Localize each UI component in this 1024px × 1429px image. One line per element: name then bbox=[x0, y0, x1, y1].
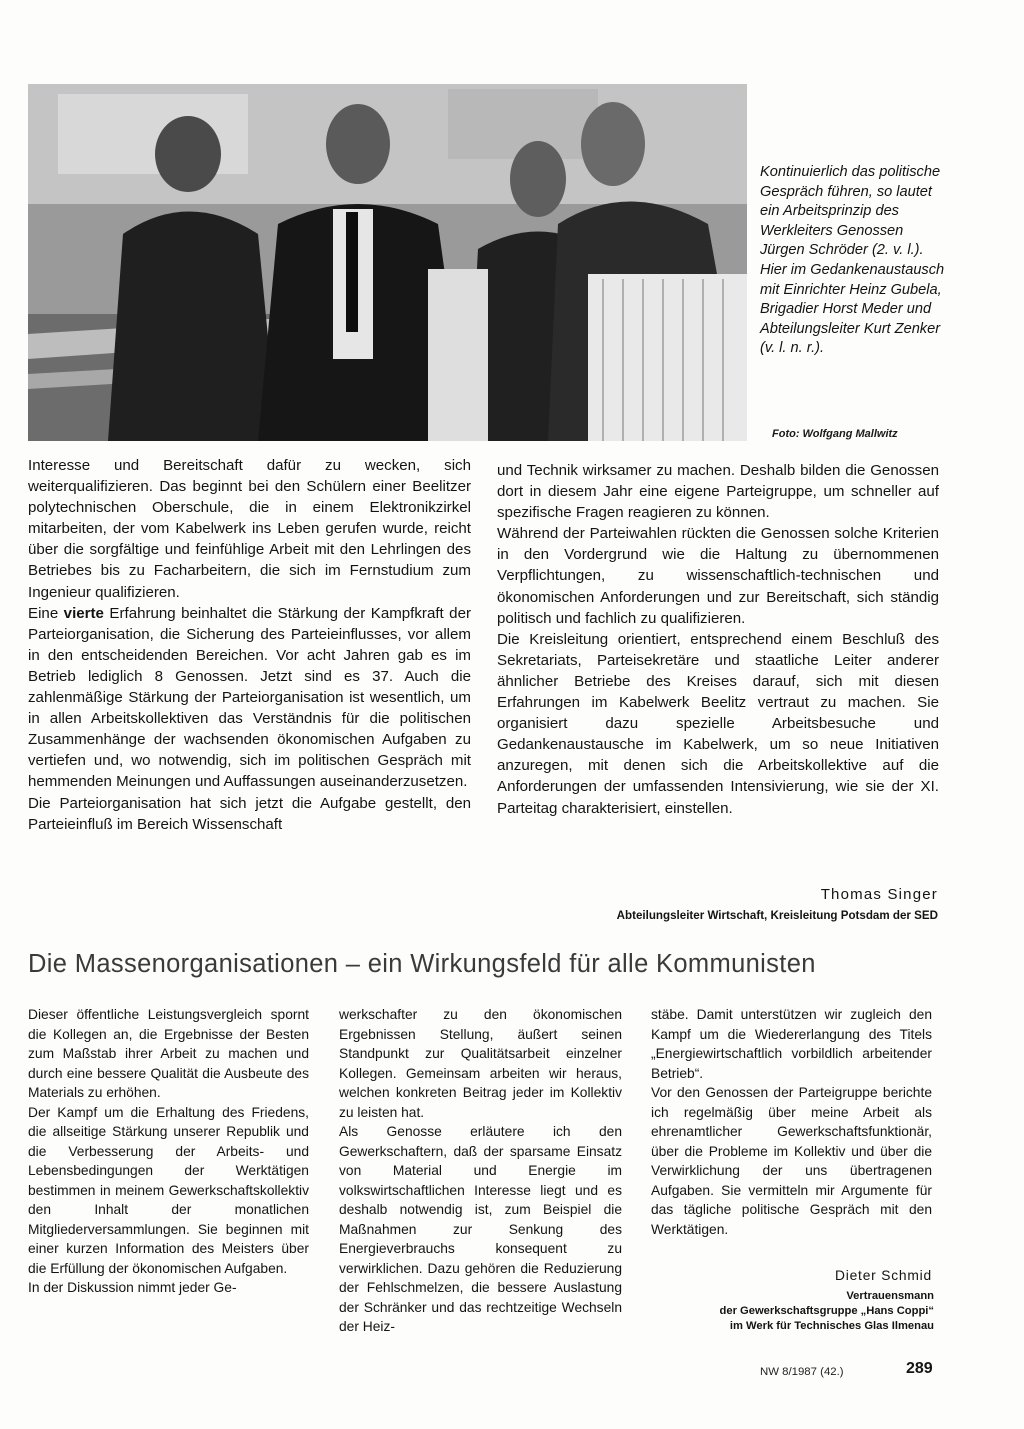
article2-column-1 bbox=[28, 1005, 309, 1298]
paragraph: Die Parteiorganisation hat sich jetzt die Aufgabe gestellt, den Parteieinfluß im Bereich Wissenschaft bbox=[28, 794, 471, 833]
page-number: 289 bbox=[906, 1360, 933, 1377]
photo-caption: Kontinuierlich das politische Gespräch führen, so lautet ein Arbeitsprinzip des Werkleiters Genossen Jürgen Schröder (2. v. l.). Hier im Gedankenaustausch mit Einrichter Heinz Gubela, Brigadier Horst Meder und Abteilungsleiter Kurt Zenker (v. l. n. r.). bbox=[760, 164, 945, 357]
article1-left-column bbox=[28, 455, 471, 835]
photo-credit: Foto: Wolfgang Mallwitz bbox=[772, 428, 898, 440]
paragraph: Vor den Genossen der Parteigruppe berichte ich regelmäßig über meine Arbeit als ehrenamtlicher Gewerkschaftsfunktionär, über die Probleme im Kollektiv und über die Verwirklichung der uns übertragenen Aufgaben. Sie vermitteln mir Argumente für das tägliche politische Gespräch mit den Werktätigen. bbox=[651, 1085, 932, 1237]
paragraph: werkschafter zu den ökonomischen Ergebnissen Stellung, äußert seinen Standpunkt zur Qualitätsarbeit einzelner Kollegen. Gemeinsam arbeiten wir heraus, welchen konkreten Beitrag jeder im Kollektiv zu leisten hat. bbox=[339, 1007, 622, 1120]
article-photo bbox=[28, 84, 747, 441]
article2-author-role bbox=[620, 1289, 934, 1334]
article2-headline: Die Massenorganisationen – ein Wirkungsfeld für alle Kommunisten bbox=[28, 950, 816, 978]
paragraph: Der Kampf um die Erhaltung des Friedens, die allseitige Stärkung unserer Republik und die Verbesserung der Arbeits- und Lebensbedingungen der Werktätigen bestimmen in meinem Gewerkschaftskollektiv den Inhalt der monatlichen Mitgliederversammlungen. Sie beginnen mit einer kurzen Information des Meisters über die Erfüllung der ökonomischen Aufgaben. bbox=[28, 1104, 309, 1276]
paragraph: Interesse und Bereitschaft dafür zu wecken, sich weiterqualifizieren. Das beginnt bei den Schülern einer Beelitzer polytechnischen Oberschule, die in einem Elektronikzirkel mitarbeiten, der vom Kabelwerk ins Leben gerufen wurde, reicht über die sorgfältige und feinfühlige Arbeit mit den Lehrlingen des Betriebes bis zu Facharbeitern, die sich im Fernstudium zum Ingenieur qualifizieren. bbox=[28, 457, 471, 601]
role-line: Vertrauensmann bbox=[846, 1290, 934, 1302]
article2-column-2 bbox=[339, 1005, 622, 1337]
paragraph: stäbe. Damit unterstützen wir zugleich den Kampf um die Wiedererlangung des Titels „Energiewirtschaftlich vorbildlich arbeitender Betrieb“. bbox=[651, 1007, 932, 1081]
paragraph: Als Genosse erläutere ich den Gewerkschaftern, daß der sparsame Einsatz von Material und Energie im volkswirtschaftlichen Interesse liegt und es deshalb notwendig ist, zum Beispiel die Maßnahmen zur Senkung des Energieverbrauchs konsequent zu verwirklichen. Dazu gehören die Reduzierung der Fehlschmelzen, die bessere Auslastung der Schränker und das rechtzeitige Wechseln der Heiz- bbox=[339, 1124, 622, 1334]
article1-author: Thomas Singer bbox=[820, 886, 938, 903]
paragraph: Dieser öffentliche Leistungsvergleich spornt die Kollegen an, die Ergebnisse der Besten zum Maßstab ihrer Arbeit zu machen und durch eine bessere Qualität die Ausbeute des Materials zu erhöhen. bbox=[28, 1007, 309, 1100]
paragraph: und Technik wirksamer zu machen. Deshalb bilden die Genossen dort in diesem Jahr eine eigene Parteigruppe, um schneller auf spezifische Fragen reagieren zu können. bbox=[497, 462, 939, 522]
emphasis-word: vierte bbox=[63, 604, 104, 622]
paragraph-emphasis bbox=[28, 603, 471, 793]
paragraph: In der Diskussion nimmt jeder Ge- bbox=[28, 1280, 237, 1295]
photo-illustration bbox=[28, 84, 747, 441]
article1-author-role: Abteilungsleiter Wirtschaft, Kreisleitung Potsdam der SED bbox=[616, 909, 938, 922]
article2-author: Dieter Schmid bbox=[834, 1268, 932, 1283]
article1-right-column bbox=[497, 460, 939, 819]
role-line: im Werk für Technisches Glas Ilmenau bbox=[729, 1320, 934, 1332]
paragraph: Die Kreisleitung orientiert, entsprechend einem Beschluß des Sekretariats, Parteisekretäre und staatliche Leiter anderer ähnlicher Betriebe des Kreises darauf, sich mit diesen Erfahrungen im Kabelwerk Beelitz vertraut zu machen. Sie organisiert dazu spezielle Arbeitsbesuche und Gedankenaustausche im Kabelwerk, um so neue Initiativen anzuregen, mit denen sich die Arbeitskollektive auf die Anforderungen der umfassenden Intensivierung, wie sie der XI. Parteitag charakterisiert, einstellen. bbox=[497, 630, 939, 817]
emphasis-lead: Eine bbox=[28, 604, 59, 622]
paragraph-continued: Erfahrung beinhaltet die Stärkung der Kampfkraft der Parteiorganisation, die Sicherung des Parteieinflusses, vor allem in den entscheidenden Bereichen. Vor acht Jahren gab es im Betrieb lediglich 8 Genossen. Jetzt sind es 37. Auch die zahlenmäßige Stärkung der Parteiorganisation ist wesentlich, um in allen Arbeitskollektiven das Verständnis für die politischen Zusammenhänge der wachsenden ökonomischen Aufgaben zu vertiefen und, wo notwendig, sich im politischen Gespräch mit hemmenden Meinungen und Auffassungen auseinanderzusetzen. bbox=[28, 604, 471, 791]
issue-reference: NW 8/1987 (42.) bbox=[760, 1366, 844, 1378]
paragraph: Während der Parteiwahlen rückten die Genossen solche Kriterien in den Vordergrund wie die Haltung zu übernommenen Verpflichtungen, zu wissenschaftlich-technischen und ökonomischen Anforderungen und zur Bereitschaft, sich ständig politisch und fachlich zu qualifizieren. bbox=[497, 525, 939, 627]
article2-column-3 bbox=[651, 1005, 932, 1239]
role-line: der Gewerkschaftsgruppe „Hans Coppi“ bbox=[719, 1305, 934, 1317]
